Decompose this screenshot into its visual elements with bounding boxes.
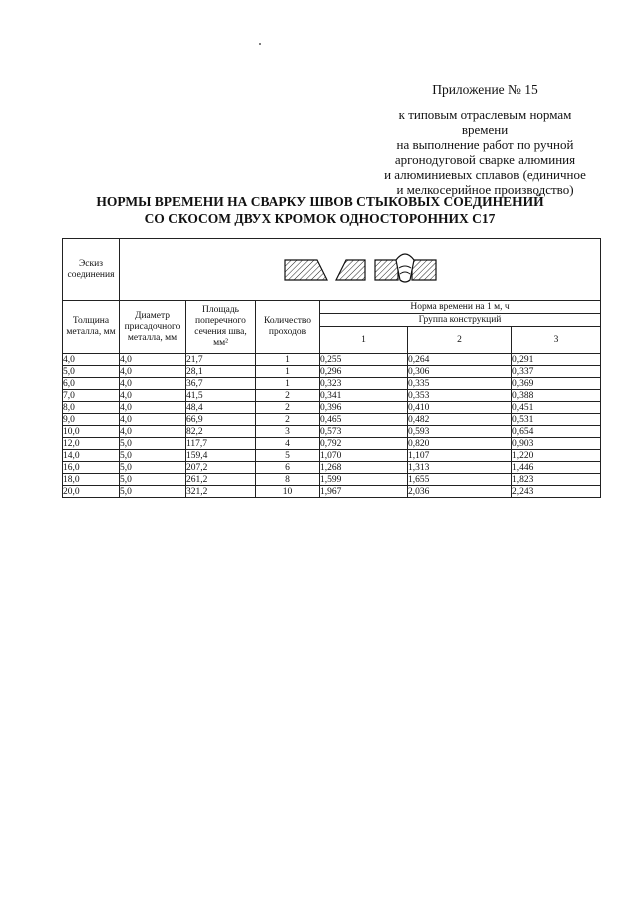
document-heading — [60, 193, 580, 227]
cell-thickness: 10,0 — [63, 426, 120, 438]
cell-area: 41,5 — [186, 390, 256, 402]
header-thickness: Толщина металла, мм — [63, 301, 120, 354]
cell-thickness: 5,0 — [63, 366, 120, 378]
table-row — [63, 474, 601, 486]
cell-group-2: 1,655 — [408, 474, 512, 486]
cell-thickness: 6,0 — [63, 378, 120, 390]
appendix-line: на выполнение работ по ручной — [396, 137, 574, 152]
appendix-line: к типовым отраслевым нормам времени — [398, 107, 572, 137]
cell-group-2: 0,335 — [408, 378, 512, 390]
cell-group-1: 1,268 — [320, 462, 408, 474]
cell-group-1: 0,465 — [320, 414, 408, 426]
cell-group-3: 0,654 — [512, 426, 601, 438]
cell-group-2: 0,264 — [408, 354, 512, 366]
sketch-label: Эскиз соединения — [63, 239, 120, 301]
cell-group-2: 0,306 — [408, 366, 512, 378]
cell-thickness: 16,0 — [63, 462, 120, 474]
cell-group-2: 0,410 — [408, 402, 512, 414]
cell-thickness: 18,0 — [63, 474, 120, 486]
cell-group-2: 0,820 — [408, 438, 512, 450]
table-row — [63, 450, 601, 462]
cell-group-1: 0,296 — [320, 366, 408, 378]
cell-area: 82,2 — [186, 426, 256, 438]
cell-diameter: 5,0 — [120, 462, 186, 474]
cell-passes: 3 — [256, 426, 320, 438]
header-group-3: 3 — [512, 327, 601, 354]
cell-group-2: 2,036 — [408, 486, 512, 498]
cell-group-1: 0,396 — [320, 402, 408, 414]
cell-diameter: 4,0 — [120, 366, 186, 378]
appendix-line: и мелкосерийное производство) — [396, 182, 574, 197]
cell-area: 36,7 — [186, 378, 256, 390]
cell-diameter: 4,0 — [120, 390, 186, 402]
header-norm: Норма времени на 1 м, ч — [320, 301, 601, 314]
cell-area: 117,7 — [186, 438, 256, 450]
cell-thickness: 7,0 — [63, 390, 120, 402]
heading-line-1: НОРМЫ ВРЕМЕНИ НА СВАРКУ ШВОВ СТЫКОВЫХ СОЕДИНЕНИЙ — [96, 194, 544, 209]
cell-group-3: 0,388 — [512, 390, 601, 402]
cell-diameter: 4,0 — [120, 378, 186, 390]
cell-group-2: 1,313 — [408, 462, 512, 474]
cell-group-2: 0,482 — [408, 414, 512, 426]
cell-area: 48,4 — [186, 402, 256, 414]
cell-area: 207,2 — [186, 462, 256, 474]
cell-group-3: 0,291 — [512, 354, 601, 366]
cell-group-3: 2,243 — [512, 486, 601, 498]
table-row — [63, 390, 601, 402]
header-diameter: Диаметр присадочного металла, мм — [120, 301, 186, 354]
cell-group-1: 1,599 — [320, 474, 408, 486]
cell-group-1: 0,341 — [320, 390, 408, 402]
table-row — [63, 438, 601, 450]
scan-speck — [259, 43, 261, 45]
cell-group-1: 1,070 — [320, 450, 408, 462]
cell-group-3: 1,220 — [512, 450, 601, 462]
cell-thickness: 8,0 — [63, 402, 120, 414]
cell-passes: 4 — [256, 438, 320, 450]
table-row — [63, 378, 601, 390]
weld-joint-sketch-icon — [120, 250, 598, 290]
header-area: Площадь поперечного сечения шва, мм² — [186, 301, 256, 354]
cell-group-3: 0,369 — [512, 378, 601, 390]
table-row — [63, 366, 601, 378]
cell-group-3: 1,446 — [512, 462, 601, 474]
table-row — [63, 414, 601, 426]
cell-passes: 8 — [256, 474, 320, 486]
table-row — [63, 354, 601, 366]
cell-diameter: 5,0 — [120, 450, 186, 462]
header-passes: Количество проходов — [256, 301, 320, 354]
table-row — [63, 462, 601, 474]
cell-group-1: 0,255 — [320, 354, 408, 366]
cell-thickness: 9,0 — [63, 414, 120, 426]
cell-passes: 1 — [256, 378, 320, 390]
cell-group-1: 0,792 — [320, 438, 408, 450]
cell-passes: 6 — [256, 462, 320, 474]
cell-passes: 10 — [256, 486, 320, 498]
cell-group-3: 1,823 — [512, 474, 601, 486]
appendix-block — [380, 82, 590, 197]
cell-group-1: 0,323 — [320, 378, 408, 390]
cell-thickness: 20,0 — [63, 486, 120, 498]
cell-group-1: 1,967 — [320, 486, 408, 498]
cell-diameter: 5,0 — [120, 438, 186, 450]
appendix-line: и алюминиевых сплавов (единичное — [384, 167, 586, 182]
cell-diameter: 5,0 — [120, 474, 186, 486]
cell-area: 261,2 — [186, 474, 256, 486]
cell-thickness: 4,0 — [63, 354, 120, 366]
cell-diameter: 4,0 — [120, 354, 186, 366]
appendix-title: Приложение № 15 — [432, 82, 538, 97]
cell-diameter: 4,0 — [120, 414, 186, 426]
cell-passes: 2 — [256, 414, 320, 426]
cell-group-1: 0,573 — [320, 426, 408, 438]
cell-diameter: 5,0 — [120, 486, 186, 498]
cell-passes: 1 — [256, 366, 320, 378]
table-row — [63, 486, 601, 498]
cell-diameter: 4,0 — [120, 402, 186, 414]
cell-group-2: 0,353 — [408, 390, 512, 402]
cell-area: 66,9 — [186, 414, 256, 426]
cell-group-3: 0,531 — [512, 414, 601, 426]
table-row — [63, 426, 601, 438]
norms-table — [62, 238, 601, 498]
table-row — [63, 402, 601, 414]
cell-group-3: 0,451 — [512, 402, 601, 414]
header-group-2: 2 — [408, 327, 512, 354]
cell-passes: 5 — [256, 450, 320, 462]
cell-area: 159,4 — [186, 450, 256, 462]
cell-group-2: 0,593 — [408, 426, 512, 438]
cell-area: 21,7 — [186, 354, 256, 366]
cell-area: 321,2 — [186, 486, 256, 498]
appendix-line: аргонодуговой сварке алюминия — [394, 152, 576, 167]
heading-line-2: СО СКОСОМ ДВУХ КРОМОК ОДНОСТОРОННИХ С17 — [144, 211, 496, 226]
cell-group-3: 0,903 — [512, 438, 601, 450]
cell-diameter: 4,0 — [120, 426, 186, 438]
cell-area: 28,1 — [186, 366, 256, 378]
cell-thickness: 12,0 — [63, 438, 120, 450]
header-group-1: 1 — [320, 327, 408, 354]
cell-group-3: 0,337 — [512, 366, 601, 378]
cell-passes: 1 — [256, 354, 320, 366]
cell-group-2: 1,107 — [408, 450, 512, 462]
cell-thickness: 14,0 — [63, 450, 120, 462]
header-group: Группа конструкций — [320, 314, 601, 327]
sketch-cell — [120, 239, 601, 301]
cell-passes: 2 — [256, 390, 320, 402]
cell-passes: 2 — [256, 402, 320, 414]
